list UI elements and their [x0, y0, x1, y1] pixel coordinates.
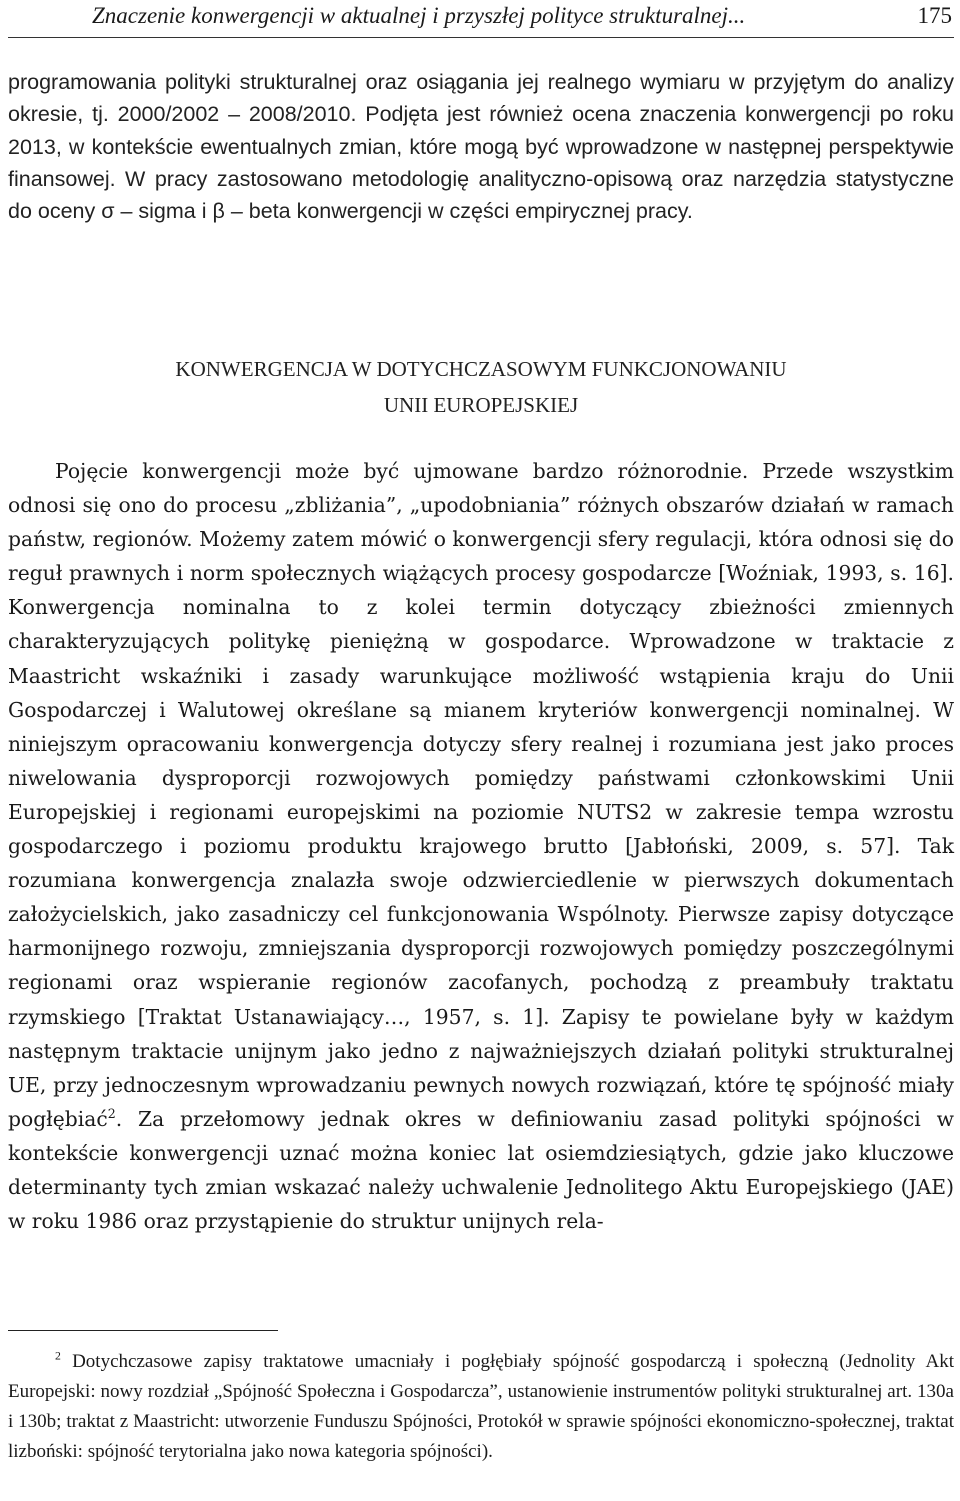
section-heading-line-2: UNII EUROPEJSKIEJ	[383, 393, 579, 417]
section-heading-line-1: KONWERGENCJA W DOTYCHCZASOWYM FUNKCJONOWANIU	[175, 357, 787, 381]
footnote-paragraph	[8, 1347, 954, 1467]
document-page	[8, 0, 954, 1501]
footnote	[8, 1347, 954, 1467]
body-paragraph-part-1: Pojęcie konwergencji może być ujmowane bardzo różnorodnie. Przede wszystkim odnosi się ono do procesu „zbliżania”, „upodobniania” różnych obszarów działań w ramach państw, regionów. Możemy zatem mówić o konwergencji sfery regulacji, która odnosi się do reguł prawnych i norm społecznych wiążących procesy gospodarcze [Woźniak, 1993, s. 16]. Konwergencja nominalna to z kolei termin dotyczący zbieżności zmiennych charakteryzujących politykę pieniężną w gospodarce. Wprowadzone w traktacie z Maastricht wskaźniki i zasady warunkujące możliwość wstąpienia kraju do Unii Gospodarczej i Walutowej określane są mianem kryteriów konwergencji nominalnej. W niniejszym opracowaniu konwergencja dotyczy sfery realnej i rozumiana jest jako proces niwelowania dysproporcji rozwojowych pomiędzy państwami członkowskimi Unii Europejskiej i regionami europejskimi na poziomie NUTS2 w zakresie tempa wzrostu gospodarczego i poziomu produktu krajowego brutto [Jabłoński, 2009, s. 57]. Tak rozumiana konwergencja znalazła swoje odzwierciedlenie w pierwszych dokumentach założycielskich, jako zasadniczy cel funkcjonowania Wspólnoty. Pierwsze zapisy dotyczące harmonijnego rozwoju, zmniejszania dysproporcji rozwojowych pomiędzy poszczególnymi regionami oraz wspieranie regionów zacofanych, pochodzą z preambuły traktatu rzymskiego [Traktat Ustanawiający…, 1957, s. 1]. Zapisy te powielane były w każdym następnym traktacie unijnym jako jedno z najważniejszych działań polityki strukturalnej UE, przy jednoczesnym wprowadzaniu pewnych nowych rozwiązań, które tę spójność miały pogłębiać	[8, 459, 954, 1131]
section-heading	[8, 351, 954, 423]
footnote-marker: 2	[55, 1349, 61, 1363]
body-text	[8, 454, 954, 1238]
body-paragraph-part-2: . Za przełomowy jednak okres w definiowaniu zasad polityki spójności w kontekście konwergencji uznać można koniec lat osiemdziesiątych, gdzie jako kluczowe determinanty tych zmian wskazać należy uchwalenie Jednolitego Aktu Europejskiego (JAE) w roku 1986 oraz przystąpienie do struktur unijnych rela-	[8, 1106, 954, 1234]
footnote-divider	[8, 1330, 278, 1331]
body-paragraph	[8, 454, 954, 1238]
intro-paragraph: programowania polityki strukturalnej oraz osiągania jej realnego wymiaru w przyjętym do analizy okresie, tj. 2000/2002 – 2008/2010. Podjęta jest również ocena znaczenia konwergencji po roku 2013, w kontekście ewentualnych zmian, które mogą być wprowadzone w następnej perspektywie finansowej. W pracy zastosowano metodologię analityczno-opisową oraz narzędzia statystyczne do oceny σ – sigma i β – beta konwergencji w części empirycznej pracy.	[8, 70, 954, 224]
running-title: Znaczenie konwergencji w aktualnej i przyszłej polityce strukturalnej...	[92, 3, 746, 28]
footnote-reference[interactable]: 2	[107, 1106, 116, 1122]
intro-paragraph-block	[8, 66, 954, 227]
footnote-text: Dotychczasowe zapisy traktatowe umacniały i pogłębiały spójność gospodarczą i społeczną (Jednolity Akt Europejski: nowy rozdział „Spójność Społeczna i Gospodarcza”, ustanowienie instrumentów polityki strukturalnej art. 130a i 130b; traktat z Maastricht: utworzenie Funduszu Spójności, Protokół w sprawie spójności ekonomiczno-społecznej, traktat lizboński: spójność terytorialna jako nowa kategoria spójności).	[8, 1351, 954, 1462]
running-header	[8, 0, 954, 38]
page-number: 175	[917, 3, 952, 28]
